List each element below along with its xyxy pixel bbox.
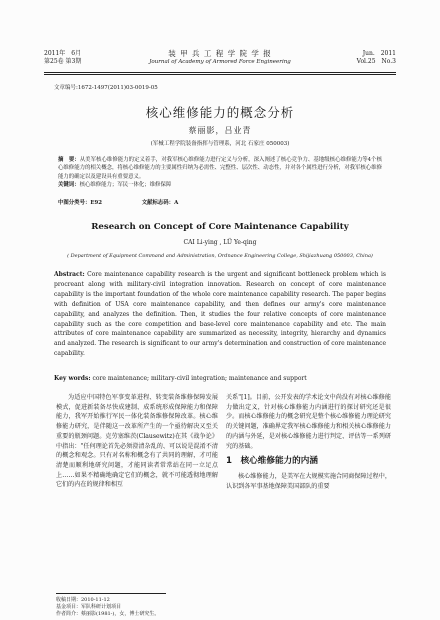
keywords-cn-label: 关键词： xyxy=(58,182,80,189)
journal-name xyxy=(44,50,396,66)
keywords-cn-text: 核心维修能力；军民一体化；维修保障 xyxy=(79,182,172,189)
clc-value: E92 xyxy=(90,200,102,206)
footnotes xyxy=(56,597,159,618)
title-en: Research on Concept of Core Maintenance Capability xyxy=(91,222,349,232)
affiliation-en: ( Department of Equipment Command and Administration, Ordnance Engineering College, Shijiazhuang 050003, China) xyxy=(67,253,373,259)
clc-label: 中图分类号： xyxy=(58,200,91,206)
authors-en: CAI Li-ying , LÜ Ye-qing xyxy=(183,239,257,246)
classification-row xyxy=(58,198,216,206)
volume-en: Vol.25 No.3 xyxy=(356,58,396,65)
keywords-en xyxy=(54,375,386,382)
issue-date-right xyxy=(357,50,396,66)
abstract-cn xyxy=(58,156,382,190)
abstract-en xyxy=(54,270,386,359)
authors-cn: 蔡丽影，吕业青 xyxy=(188,126,252,135)
article-number: 文章编号:1672-1497(2011)03-0019-05 xyxy=(54,85,158,91)
body-column-right xyxy=(226,393,391,491)
journal-name-cn: 装 甲 兵 工 程 学 院 学 报 xyxy=(168,49,272,58)
header-rule xyxy=(44,72,396,73)
header-rule-second xyxy=(44,74,396,75)
footnote-received: 收稿日期：2010-11-12 xyxy=(56,597,110,603)
issue-date-en: Jun. 2011 xyxy=(362,50,396,57)
section-heading: 1 核心维修能力的内涵 xyxy=(226,456,318,467)
body-paragraph: 为适应中国特色军事变革进程、转变装备维修保障发展模式，促进新装备尽快成建制、成系统形成保障能力和保障能力，我军开始推行军民一体化装备维修保障改革。核心维修能力研究，是伴随这一改革所产生的一个亟待解决又至关重要的瓶颈问题。克劳塞维茨(Clausewitz)在其《战争论》中指出："任何理论首先必须澄清杂乱的、可以说是混淆不清的概念和观念。只有对名称和概念有了共同的理解，才可能清楚而顺利地研究问题，才能同读者常常站在同一立足点上……如果不精确地确定它们的概念，就不可能透彻地理解它们的内在的规律和相互 xyxy=(56,394,218,489)
journal-header xyxy=(44,48,396,74)
abstract-cn-label: 摘 要： xyxy=(58,157,80,163)
affiliation-cn: (军械工程学院装备指挥与管理系，河北 石家庄 050003) xyxy=(150,141,290,147)
keywords-en-text: core maintenance; military-civil integration; maintenance and support xyxy=(92,375,307,382)
doc-code-label: 文献标志码： xyxy=(141,200,175,206)
keywords-en-label: Key words: xyxy=(54,375,91,382)
clc-number xyxy=(58,200,102,206)
body-column-left xyxy=(56,393,218,490)
body-paragraph: 核心维修能力，是美军在大规模实施合同商保障过程中，认识到各军事基地保障美国部队的重要 xyxy=(226,472,391,490)
issue-date-cn: 2011年 6月 xyxy=(44,50,82,57)
footnote-rule xyxy=(56,593,166,594)
abstract-en-label: Abstract: xyxy=(54,271,85,278)
title-cn: 核心维修能力的概念分析 xyxy=(145,105,295,120)
volume-cn: 第25卷 第3期 xyxy=(44,58,82,65)
doc-code-value: A xyxy=(174,200,179,206)
body-paragraph: 关系"[1]。目前，公开发表的学术论文中尚没有对核心维修能力做出定义，针对核心维修能力内涵进行的探讨研究还是很少。而核心维修能力的概念研究是整个核心维修能力理论研究的关键问题，准确界定我军核心维修能力和相关核心维修能力的内涵与外延，是对核心维修能力进行判定、评估等一系列研究的基础。 xyxy=(226,394,391,450)
footnote-author: 作者简介：蔡丽影(1981-)，女，博士研究生。 xyxy=(56,611,160,617)
abstract-cn-text: 从美军核心维修能力的定义着手，对我军核心维修能力进行定义与分析，深入阐述了核心竞争力、基地级核心维修能力等4个核心维修能力的相关概念，将核心维修能力的主要属性归纳为必需性、完整性、层次性、动态性，并对各个属性进行分析，对我军核心维修能力的确定以及建设具有重要意义。 xyxy=(58,157,382,180)
document-code xyxy=(142,200,179,206)
journal-name-en: Journal of Academy of Armored Force Engineering xyxy=(149,59,291,65)
abstract-en-text: Core maintenance capability research is the urgent and significant bottleneck problem which is procreant along with military-civil integration innovation. Research on concept of core maintenance capability is the important foundation of the whole core maintenance capability research. The paper begins with definition of USA core maintenance capability, and then defines our army's core maintenance capability, and analyzes the definition. Then, it studies the four relative concepts of core maintenance capability such as the core competition and base-level core maintenance capability and etc. The main attributes of core maintenance capability are summarized as necessity, integrity, hierarchy and dynamics and analyzed. The research is significant to our army's determination and construction of core maintenance capability. xyxy=(54,271,386,358)
footnote-fund: 基金项目：军队科研计划项目 xyxy=(56,604,122,610)
